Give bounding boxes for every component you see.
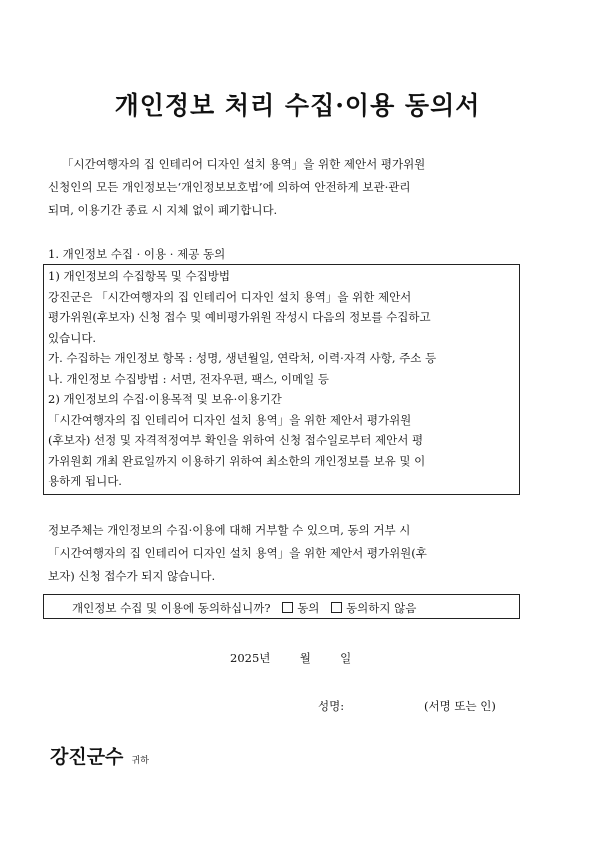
intro-line: 되며, 이용기간 종료 시 지체 없이 폐기합니다. — [48, 203, 278, 217]
agree-label: 동의 — [297, 601, 320, 615]
recipient — [50, 742, 149, 769]
box-line: 있습니다. — [48, 330, 97, 345]
document-title: 개인정보 처리 수집·이용 동의서 — [114, 91, 481, 120]
intro-line: 「시간여행자의 집 인테리어 디자인 설치 용역」을 위한 제안서 평가위원 — [62, 157, 426, 171]
box-line: 가위원회 개최 완료일까지 이용하기 위하여 최소한의 개인정보를 보유 및 이 — [48, 453, 426, 468]
recipient-name: 강진군수 — [50, 746, 124, 768]
date-month: 월 — [299, 651, 311, 665]
disagree-checkbox[interactable] — [331, 602, 342, 613]
box-line: 「시간여행자의 집 인테리어 디자인 설치 용역」을 위한 제안서 평가위원 — [48, 412, 412, 427]
notice-line: 정보주체는 개인정보의 수집·이용에 대해 거부할 수 있으며, 동의 거부 시 — [48, 523, 411, 537]
box-line: 2) 개인정보의 수집·이용목적 및 보유·이용기간 — [48, 392, 282, 406]
consent-row — [72, 600, 416, 616]
date-line — [230, 650, 351, 666]
signature-label: 성명: — [318, 699, 345, 713]
signature-note: (서명 또는 인) — [424, 699, 496, 713]
section-heading: 1. 개인정보 수집 · 이용 · 제공 동의 — [48, 247, 226, 261]
box-line: 평가위원(후보자) 신청 접수 및 예비평가위원 작성시 다음의 정보를 수집하고 — [48, 310, 431, 324]
date-day: 일 — [340, 651, 352, 665]
date-year: 2025년 — [230, 651, 271, 665]
notice-line: 보자) 신청 접수가 되지 않습니다. — [48, 569, 216, 583]
box-line: 가. 수집하는 개인정보 항목 : 성명, 생년월일, 연락처, 이력·자격 사항, 주소 등 — [48, 351, 437, 365]
notice-line: 「시간여행자의 집 인테리어 디자인 설치 용역」을 위한 제안서 평가위원(후 — [48, 546, 427, 560]
box-line: 강진군은 「시간여행자의 집 인테리어 디자인 설치 용역」을 위한 제안서 — [48, 289, 412, 304]
consent-question: 개인정보 수집 및 이용에 동의하십니까? — [72, 601, 271, 615]
box-line: 나. 개인정보 수집방법 : 서면, 전자우편, 팩스, 이메일 등 — [48, 371, 330, 386]
disagree-label: 동의하지 않음 — [346, 601, 417, 615]
agree-checkbox[interactable] — [282, 602, 293, 613]
box-line: (후보자) 선정 및 자격적정여부 확인을 위하여 신청 접수일로부터 제안서 평 — [48, 433, 424, 447]
intro-line: 신청인의 모든 개인정보는‘개인정보보호법’에 의하여 안전하게 보관·관리 — [48, 180, 411, 194]
box-line: 용하게 됩니다. — [48, 474, 122, 488]
box-line: 1) 개인정보의 수집항목 및 수집방법 — [48, 269, 230, 283]
recipient-suffix: 귀하 — [131, 756, 149, 766]
